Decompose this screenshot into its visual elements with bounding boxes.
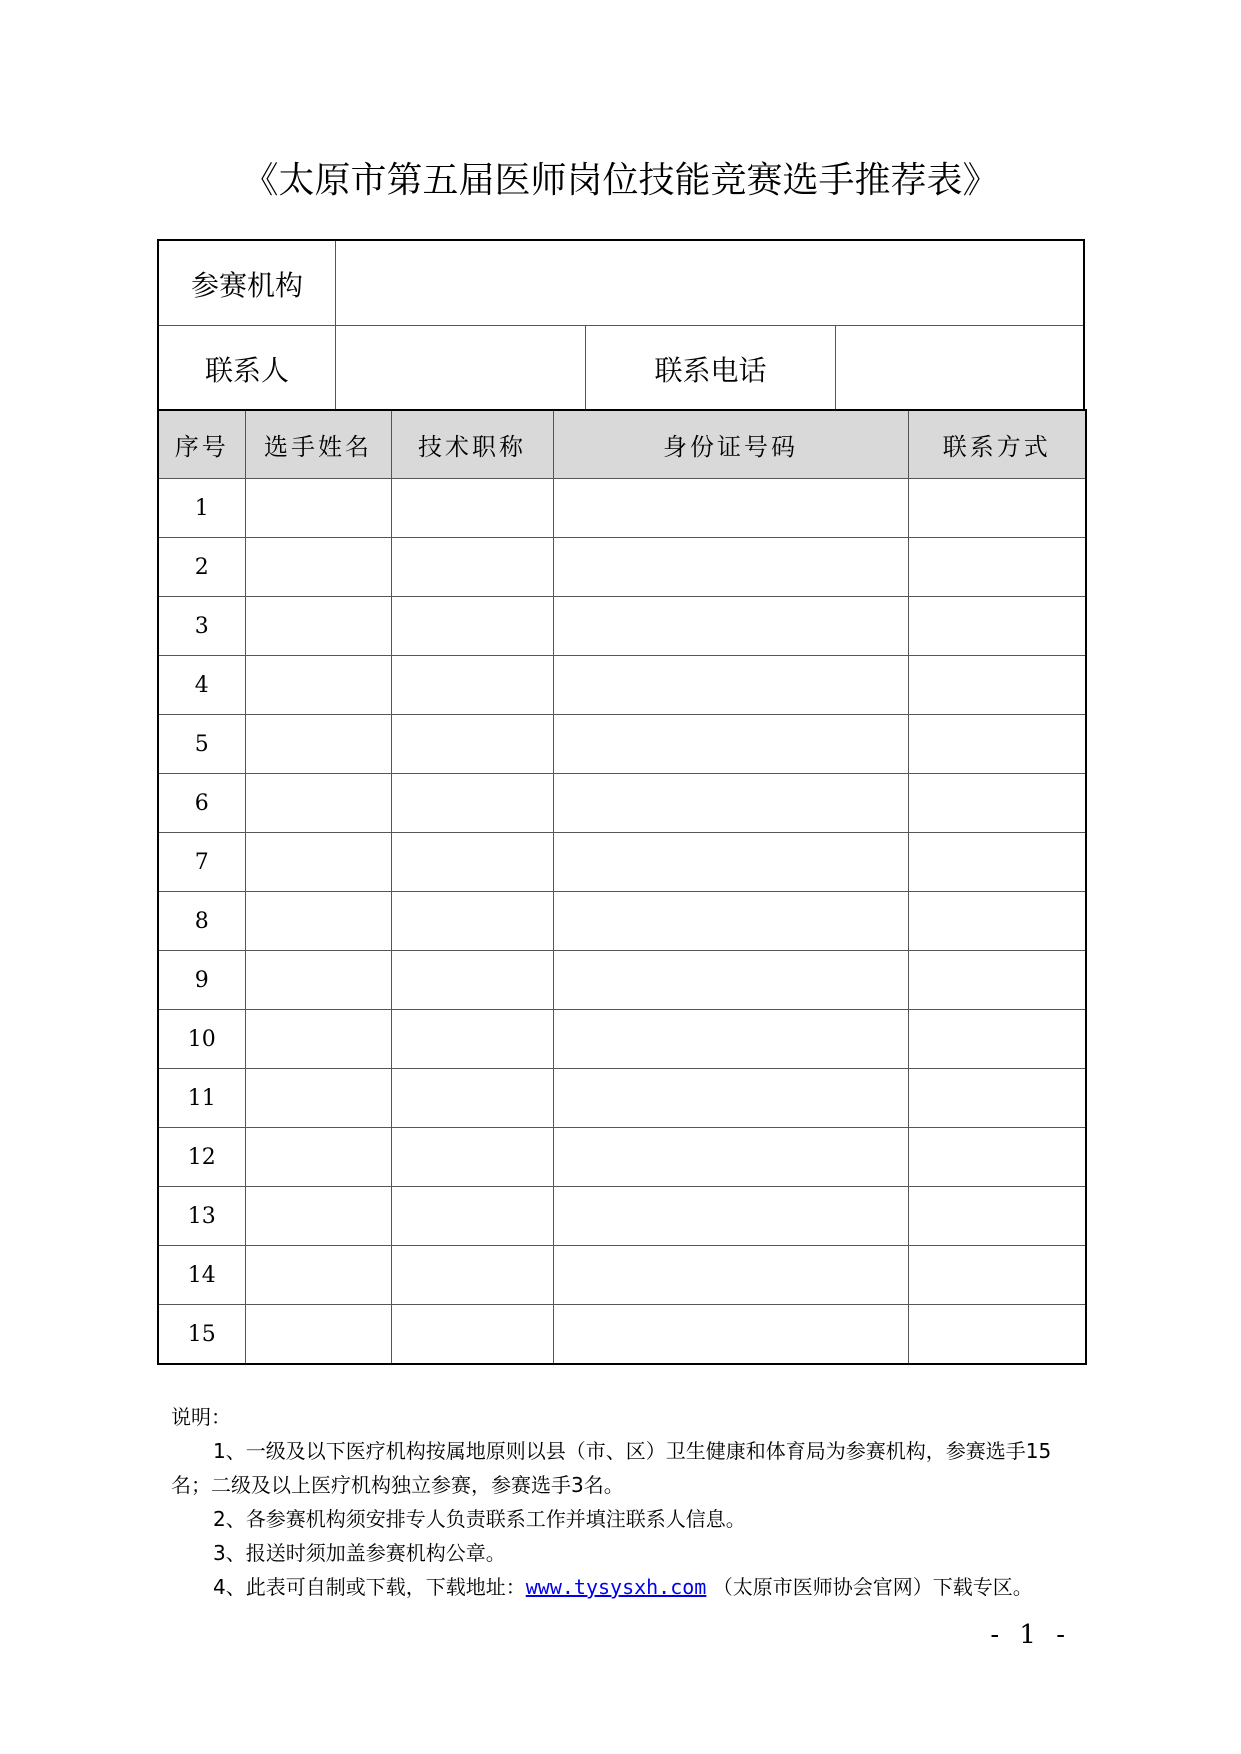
contact-cell[interactable]: [908, 1246, 1086, 1305]
id-number-cell[interactable]: [553, 774, 908, 833]
row-index: 9: [158, 951, 245, 1010]
table-header-row: [158, 410, 1086, 479]
title-cell[interactable]: [391, 774, 553, 833]
name-cell[interactable]: [245, 1069, 391, 1128]
table-row: [158, 1010, 1086, 1069]
row-index: 13: [158, 1187, 245, 1246]
row-index: 5: [158, 715, 245, 774]
id-number-cell[interactable]: [553, 1246, 908, 1305]
title-cell[interactable]: [391, 1010, 553, 1069]
row-index: 8: [158, 892, 245, 951]
title-cell[interactable]: [391, 1128, 553, 1187]
row-index: 4: [158, 656, 245, 715]
note-item-4: [171, 1570, 1076, 1604]
note-item-1: 1、一级及以下医疗机构按属地原则以县（市、区）卫生健康和体育局为参赛机构，参赛选手15名；二级及以上医疗机构独立参赛，参赛选手3名。: [171, 1439, 1052, 1497]
name-cell[interactable]: [245, 1010, 391, 1069]
contact-cell[interactable]: [908, 1305, 1086, 1365]
name-cell[interactable]: [245, 597, 391, 656]
title-cell[interactable]: [391, 1305, 553, 1365]
phone-label: 联系电话: [586, 326, 836, 411]
contact-cell[interactable]: [908, 479, 1086, 538]
name-cell[interactable]: [245, 479, 391, 538]
table-row: [158, 656, 1086, 715]
contact-cell[interactable]: [908, 538, 1086, 597]
title-cell[interactable]: [391, 479, 553, 538]
contact-cell[interactable]: [908, 656, 1086, 715]
phone-input-cell[interactable]: [836, 326, 1083, 411]
contact-cell[interactable]: [908, 715, 1086, 774]
title-cell[interactable]: [391, 833, 553, 892]
contact-cell[interactable]: [908, 1187, 1086, 1246]
table-row: [158, 1246, 1086, 1305]
table-row: [158, 479, 1086, 538]
title-cell[interactable]: [391, 951, 553, 1010]
title-cell[interactable]: [391, 1069, 553, 1128]
note-item-2: 2、各参赛机构须安排专人负责联系工作并填注联系人信息。: [213, 1507, 746, 1531]
table-row: [158, 1069, 1086, 1128]
notes-heading: 说明：: [171, 1405, 231, 1429]
title-cell[interactable]: [391, 1187, 553, 1246]
organization-row: [159, 241, 1083, 326]
id-number-cell[interactable]: [553, 892, 908, 951]
title-cell[interactable]: [391, 715, 553, 774]
document-title: 《太原市第五届医师岗位技能竞赛选手推荐表》: [242, 160, 999, 201]
contact-input-cell[interactable]: [336, 326, 586, 411]
note-item-4-prefix: 4、此表可自制或下载，下载地址：: [213, 1575, 526, 1599]
row-index: 6: [158, 774, 245, 833]
row-index: 15: [158, 1305, 245, 1365]
title-cell[interactable]: [391, 656, 553, 715]
row-index: 7: [158, 833, 245, 892]
contact-cell[interactable]: [908, 951, 1086, 1010]
name-cell[interactable]: [245, 833, 391, 892]
table-row: [158, 774, 1086, 833]
name-cell[interactable]: [245, 892, 391, 951]
note-item-3: 3、报送时须加盖参赛机构公章。: [213, 1541, 506, 1565]
header-title: 技术职称: [391, 410, 553, 479]
id-number-cell[interactable]: [553, 597, 908, 656]
table-row: [158, 1305, 1086, 1365]
id-number-cell[interactable]: [553, 479, 908, 538]
name-cell[interactable]: [245, 951, 391, 1010]
note-item-4-suffix: （太原市医师协会官网）下载专区。: [706, 1575, 1033, 1599]
row-index: 12: [158, 1128, 245, 1187]
organization-info-section: [157, 239, 1085, 409]
id-number-cell[interactable]: [553, 951, 908, 1010]
header-index: 序号: [158, 410, 245, 479]
contact-cell[interactable]: [908, 892, 1086, 951]
contact-label: 联系人: [159, 326, 336, 411]
id-number-cell[interactable]: [553, 1305, 908, 1365]
row-index: 1: [158, 479, 245, 538]
title-cell[interactable]: [391, 1246, 553, 1305]
contestant-table: [157, 409, 1087, 1365]
table-row: [158, 951, 1086, 1010]
contact-row: [159, 326, 1083, 411]
download-link[interactable]: www.tysysxh.com: [525, 1575, 707, 1599]
contact-cell[interactable]: [908, 774, 1086, 833]
id-number-cell[interactable]: [553, 1069, 908, 1128]
contact-cell[interactable]: [908, 1010, 1086, 1069]
title-cell[interactable]: [391, 892, 553, 951]
id-number-cell[interactable]: [553, 715, 908, 774]
row-index: 11: [158, 1069, 245, 1128]
title-cell[interactable]: [391, 538, 553, 597]
header-id-number: 身份证号码: [553, 410, 908, 479]
notes-section: [171, 1400, 1076, 1604]
name-cell[interactable]: [245, 1187, 391, 1246]
contact-cell[interactable]: [908, 597, 1086, 656]
header-name: 选手姓名: [245, 410, 391, 479]
table-row: [158, 597, 1086, 656]
id-number-cell[interactable]: [553, 538, 908, 597]
page-number: - 1 -: [990, 1620, 1071, 1650]
table-row: [158, 892, 1086, 951]
id-number-cell[interactable]: [553, 1128, 908, 1187]
id-number-cell[interactable]: [553, 1010, 908, 1069]
contact-cell[interactable]: [908, 833, 1086, 892]
id-number-cell[interactable]: [553, 1187, 908, 1246]
contact-cell[interactable]: [908, 1128, 1086, 1187]
id-number-cell[interactable]: [553, 833, 908, 892]
table-row: [158, 1187, 1086, 1246]
header-contact: 联系方式: [908, 410, 1086, 479]
name-cell[interactable]: [245, 1305, 391, 1365]
id-number-cell[interactable]: [553, 656, 908, 715]
table-row: [158, 1128, 1086, 1187]
name-cell[interactable]: [245, 538, 391, 597]
org-label: 参赛机构: [159, 241, 336, 326]
org-input-cell[interactable]: [336, 241, 1083, 326]
table-row: [158, 833, 1086, 892]
row-index: 3: [158, 597, 245, 656]
row-index: 2: [158, 538, 245, 597]
name-cell[interactable]: [245, 1128, 391, 1187]
row-index: 10: [158, 1010, 245, 1069]
name-cell[interactable]: [245, 1246, 391, 1305]
table-row: [158, 715, 1086, 774]
name-cell[interactable]: [245, 715, 391, 774]
name-cell[interactable]: [245, 656, 391, 715]
table-row: [158, 538, 1086, 597]
row-index: 14: [158, 1246, 245, 1305]
name-cell[interactable]: [245, 774, 391, 833]
contact-cell[interactable]: [908, 1069, 1086, 1128]
title-cell[interactable]: [391, 597, 553, 656]
